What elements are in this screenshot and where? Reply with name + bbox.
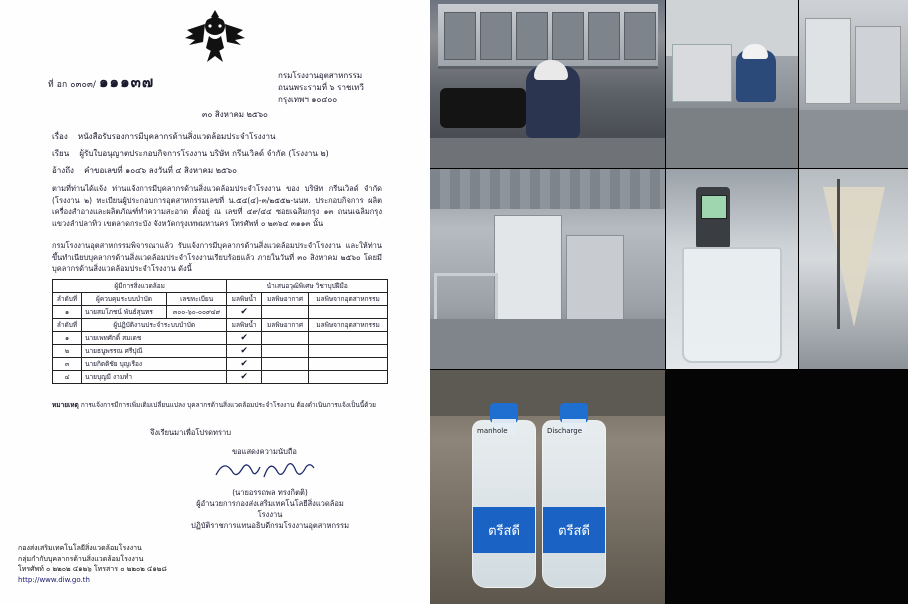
signature-block: [185, 487, 355, 531]
row-water-check: ✔: [227, 371, 261, 384]
photo-meter-measurement: [666, 169, 798, 369]
col-no: ลำดับที่: [53, 293, 82, 306]
subject-row: [52, 130, 276, 143]
imhoff-cone: [823, 187, 885, 327]
note-label: หมายเหตุ: [52, 401, 79, 409]
bottle-right: [542, 420, 606, 588]
row-air-check: [261, 345, 308, 358]
official-document: [0, 0, 430, 604]
group1-license: เลขทะเบียน: [166, 293, 226, 306]
floor: [666, 108, 798, 168]
bottle-right-handwriting: Discharge: [547, 427, 583, 435]
photo-collage: [430, 0, 908, 604]
row-no: ๓: [53, 358, 82, 371]
row-no: ๔: [53, 371, 82, 384]
subcol-air: มลพิษอากาศ: [261, 293, 308, 306]
table-row: [53, 358, 388, 371]
row-name: นายธนูพรรณ ศรีปุณี: [82, 345, 227, 358]
personnel-table: [52, 279, 388, 384]
row-water-check: ✔: [227, 306, 261, 319]
row-license: ๓๐๐-๖๐-๐๐๙๔๙: [166, 306, 226, 319]
footer-line-1: กองส่งเสริมเทคโนโลยีสิ่งแวดล้อมโรงงาน: [18, 544, 142, 552]
subject-label: เรื่อง: [52, 132, 68, 141]
to-text: ผู้รับใบอนุญาตประกอบกิจการโรงงาน บริษัท กรีนเวิลด์ จำกัด (โรงงาน ๒): [79, 149, 329, 158]
footer-website-link[interactable]: http://www.diw.go.th: [18, 575, 90, 584]
row-water-check: ✔: [227, 358, 261, 371]
org-line-1: กรมโรงงานอุตสาหกรรม: [278, 71, 363, 80]
row-name: นายสมโภชน์ พันธ์สุนทร: [82, 306, 167, 319]
footer-line-2: กลุ่มกำกับบุคลากรด้านสิ่งแวดล้อมโรงงาน: [18, 554, 144, 563]
cabinet-right: [855, 26, 901, 104]
subject-text: หนังสือรับรองการมีบุคลากรด้านสิ่งแวดล้อมประจำโรงงาน: [77, 132, 276, 141]
row-other-check: [309, 345, 388, 358]
row-no: ๑: [53, 306, 82, 319]
meter-display: [701, 195, 727, 219]
row-name: นายเพทศักดิ์ สมเดช: [82, 332, 227, 345]
table-row: [53, 306, 388, 319]
photo-worker-equipment: [666, 0, 798, 168]
floor: [430, 138, 665, 168]
ref-number: ๑๑๑๓๗: [99, 73, 155, 91]
subcol-water-2: มลพิษน้ำ: [227, 319, 261, 332]
photo-water-bottles: [430, 370, 665, 604]
table-row: [53, 345, 388, 358]
note-text: การแจ้งการมีการเพิ่มเติมเปลี่ยนแปลง บุคลากรด้านสิ่งแวดล้อมประจำโรงงาน ต้องดำเนินการแจ้งเป็นนี้ด้วย: [80, 401, 376, 409]
garuda-emblem: [183, 8, 247, 66]
row-other-check: [309, 332, 388, 345]
row-other-check: [309, 306, 388, 319]
signer-title-2: ปฏิบัติราชการแทนอธิบดีกรมโรงงานอุตสาหกรรม: [190, 521, 350, 530]
row-other-check: [309, 358, 388, 371]
org-line-2: ถนนพระรามที่ ๖ ราชเทวี: [278, 83, 364, 92]
table-subheader-group1: [53, 293, 388, 306]
bottle-left: [472, 420, 536, 588]
row-name: นายกิตติชัย บุญเรือง: [82, 358, 227, 371]
background-wall: [430, 370, 665, 416]
cabinet-left: [805, 18, 851, 104]
table-row: [53, 332, 388, 345]
closing-line-1: จึงเรียนมาเพื่อโปรดทราบ: [150, 428, 231, 437]
roof-structure: [430, 169, 665, 209]
photo-control-panel-worker: [430, 0, 665, 168]
issuing-organization: [278, 70, 364, 106]
photo-imhoff-cone: [799, 169, 908, 369]
subcol-other: มลพิษจากอุตสาหกรรม: [309, 293, 388, 306]
footer-line-3: โทรศัพท์ ๐ ๒๒๐๒ ๔๑๒๖ โทรสาร ๐ ๒๒๐๒ ๔๑๒๘: [18, 565, 167, 573]
sample-bucket: [682, 247, 782, 363]
group1-title: ผู้ควบคุมระบบบำบัด: [82, 293, 167, 306]
signer-title-1: ผู้อำนวยการกองส่งเสริมเทคโนโลยีสิ่งแวดล้อมโรงงาน: [196, 499, 344, 519]
subcol-other-2: มลพิษจากอุตสาหกรรม: [309, 319, 388, 332]
ref-prefix: ที่ อก ๐๓๐๓/: [48, 80, 97, 90]
table-note: [52, 400, 388, 410]
row-name: นายบุญมี งามทำ: [82, 371, 227, 384]
row-water-check: ✔: [227, 345, 261, 358]
document-footer: [18, 543, 167, 585]
support-rod: [837, 179, 840, 329]
table-subheader-group2: [53, 319, 388, 332]
paragraph-1: ตามที่ท่านได้แจ้ง ท่านแจ้งการมีบุคลากรด้านสิ่งแวดล้อมประจำโรงงาน ของ บริษัท กรีนเวิลด์ จำกัด (โรงงาน ๒) ทะเบียนผู้ประกอบการอุตสาหกรรมเลขที่ น.๕๔(๔)-๓/๒๕๕๒-นนท. ประกอบกิจการ ผลิตเครื่องสำอางและผลิตภัณฑ์ทำความสะอาด ตั้งอยู่ ณ เลขที่ ๔๙/๔๔ ซอยเฉลิมกรุง ๑๓ ถนนเฉลิมกรุง แขวงลำปลาทิว เขตลาดกระบัง จังหวัดกรุงเทพมหานคร โทรศัพท์ ๐ ๒๓๖๔ ๓๑๑๓ นั้น: [52, 184, 382, 228]
closing-line-2: ขอแสดงความนับถือ: [232, 447, 297, 456]
bottle-left-handwriting: manhole: [477, 427, 508, 435]
photo-sludge-bed: [666, 370, 908, 604]
floor: [799, 110, 908, 168]
photo-control-cabinets: [799, 0, 908, 168]
row-air-check: [261, 358, 308, 371]
photo-treatment-hall: [430, 169, 665, 369]
recipient-row: [52, 147, 329, 160]
machine-unit: [672, 44, 732, 102]
reference-row: [52, 164, 237, 177]
row-other-check: [309, 371, 388, 384]
table-row: [53, 371, 388, 384]
treatment-tank: [566, 235, 624, 321]
col-no-2: ลำดับที่: [53, 319, 82, 332]
handrail: [434, 273, 498, 325]
document-date: ๓๐ สิงหาคม ๒๕๖๐: [202, 110, 268, 119]
paragraph-2: กรมโรงงานอุตสาหกรรมพิจารณาแล้ว รับแจ้งการมีบุคลากรด้านสิ่งแวดล้อมประจำโรงงาน และให้ท่านขึ้นทำเนียบบุคลากรด้านสิ่งแวดล้อมประจำโรงงานเรียบร้อยแล้ว ภายในวันที่ ๓๐ สิงหาคม ๒๕๖๐ โดยมีบุคลากรด้านสิ่งแวดล้อมประจำโรงงาน ดังนี้: [52, 241, 382, 273]
subcol-air-2: มลพิษอากาศ: [261, 319, 308, 332]
bottle-right-label: ตรีสดี: [543, 507, 605, 553]
group2-title: ผู้ปฏิบัติงานประจำระบบบำบัด: [82, 319, 227, 332]
treatment-cabinet: [494, 215, 562, 321]
safety-helmet: [742, 44, 768, 59]
signer-name: (นายอรรถพล ทรงกิตติ): [232, 488, 308, 497]
row-no: ๒: [53, 345, 82, 358]
row-water-check: ✔: [227, 332, 261, 345]
bottle-left-label: ตรีสดี: [473, 507, 535, 553]
to-label: เรียน: [52, 149, 70, 158]
ref-label: อ้างถึง: [52, 166, 74, 175]
handwritten-signature: [212, 455, 322, 483]
document-reference: [48, 70, 154, 94]
org-line-3: กรุงเทพฯ ๑๐๔๐๐: [278, 95, 338, 104]
row-air-check: [261, 332, 308, 345]
floor: [430, 319, 665, 369]
row-air-check: [261, 306, 308, 319]
ref-text: คำขอเลขที่ ๑๐๔๖ ลงวันที่ ๔ สิงหาคม ๒๕๖๐: [84, 166, 237, 175]
row-no: ๑: [53, 332, 82, 345]
header-left: ผู้มีการสิ่งแวดล้อม: [53, 280, 227, 293]
row-air-check: [261, 371, 308, 384]
cable-bundle: [440, 88, 526, 128]
header-right: นำเสนอวุฒิพิเศษ วิชาบุปฝีมือ: [227, 280, 388, 293]
table-header-row: [53, 280, 388, 293]
subcol-water: มลพิษน้ำ: [227, 293, 261, 306]
